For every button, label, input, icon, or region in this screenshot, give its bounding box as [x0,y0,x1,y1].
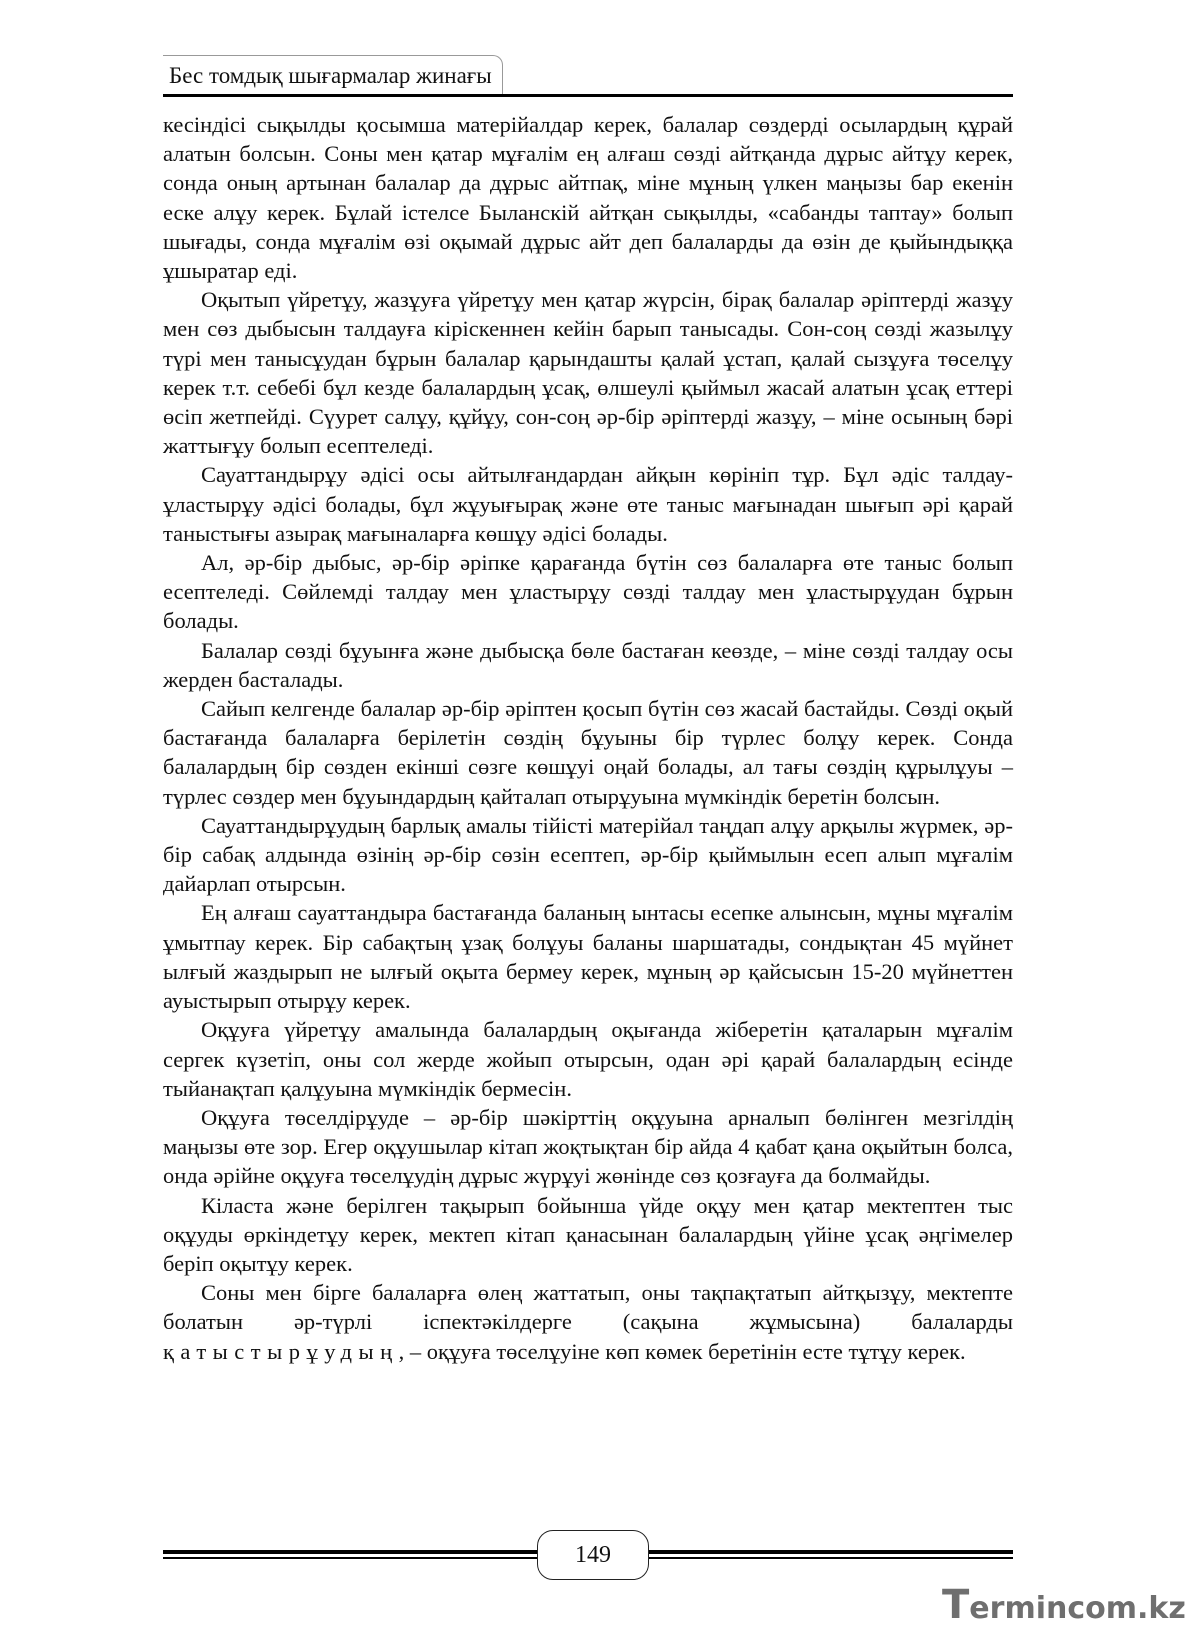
paragraph-text: , – оқұуға төселұуіне көп көмек беретінін есте тұтұу керек. [398,1338,966,1364]
watermark-letter: T [942,1582,970,1628]
paragraph-text: Соны мен бірге балаларға өлең жаттатып, оны тақпақтатып айтқызұу, мектепте болатын әр-түрлі іспектәкілдерге (сақына жұмысына) балаларды [163,1280,1013,1335]
paragraph: Сауаттандырұу әдісі осы айтылғандардан айқын көрініп тұр. Бұл әдіс талдау-ұластырұу әдісі болады, бұл жұуығырақ және өте таныс мағынадан шығып әрі қарай таныстығы азырақ мағыналарға көшұу әдісі болады. [163,462,1013,546]
footer-rule-right [643,1550,1013,1560]
paragraph: Ең алғаш сауаттандыра бастағанда баланың ынтасы есепке алынсын, мұны мұғалім ұмытпау керек. Бір сабақтың ұзақ болұуы баланы шаршатады, сондықтан 45 мүйнет ылғый жаздырып не ылғый оқыта бермеу керек, мұның әр қайсысын 15-20 мүйнеттен ауыстырып отырұу керек. [163,900,1013,1014]
page-footer [163,1528,1013,1588]
paragraph: Сайып келгенде балалар әр-бір әріптен қосып бүтін сөз жасай бастайды. Сөзді оқый бастағанда балаларға берілетін сөздің бұуыны бір түрлес болұу керек. Сонда балалардың бір сөзден екінші сөзге көшұуі оңай болады, ал тағы сөздің құрылұуы – түрлес сөздер мен бұуындардың қайталап отырұуына мүмкіндік беретін болсын. [163,696,1013,809]
watermark-text: ermincom.kz [969,1591,1186,1626]
paragraph: кесіндісі сықылды қосымша матерійалдар керек, балалар сөздерді осылардың құрай алатын болсын. Соны мен қатар мұғалім ең алғаш сөзді айтқанда дұрыс айтұу керек, сонда оның артынан балалар да дұрыс айтпақ, міне мұның үлкен маңызы бар екенін еске алұу керек. Бұлай істелсе Быланскій айтқан сықылды, «сабанды таптау» болып шығады, сонда мұғалім өзі оқымай дұрыс айт деп балаларды да өзін де қыйындыққа ұшыратар еді. [163,112,1013,284]
running-header [163,55,1013,95]
paragraph: Кіласта және берілген тақырып бойынша үйде оқұу мен қатар мектептен тыс оқұуды өркіндетұу керек, мектеп кітап қанасынан балалардың үйіне ұсақ әңгімелер беріп оқытұу керек. [163,1192,1013,1276]
site-watermark [942,1582,1186,1628]
book-title: Бес томдық шығармалар жинағы [163,55,503,94]
page-number: 149 [537,1530,649,1580]
paragraph: Сауаттандырұудың барлық амалы тійісті матерійал таңдап алұу арқылы жүрмек, әр-бір сабақ алдында өзінің әр-бір сөзін есептеп, әр-бір қыймылын есеп алып мұғалім дайарлап отырсын. [163,812,1013,897]
spaced-word: қатыстырұудың [163,1338,399,1364]
paragraph: Балалар сөзді бұуынға және дыбысқа бөле бастаған кеөзде, – міне сөзді талдау осы жерден басталады. [163,637,1013,692]
paragraph: Оқұуға төселдірұуде – әр-бір шәкірттің оқұуына арналып бөлінген мезгілдің маңызы өте зор. Егер оқұушылар кітап жоқтықтан бір айда 4 қабат қана оқыйтын болса, онда әрійне оқұуға төселұудің дұрыс жүрұуі жөнінде сөз қозғауға да болмайды. [163,1104,1013,1189]
paragraph-last [163,1278,1013,1366]
page-body [163,110,1013,1366]
header-rule [163,94,1013,97]
footer-rule-left [163,1550,543,1560]
paragraph: Оқытып үйретұу, жазұуға үйретұу мен қатар жүрсін, бірақ балалар әріптерді жазұу мен сөз дыбысын талдауға кірiскеннен кейін барып таныcады. Сон-соң сөзді жазылұу түрі мен танысұудан бұрын балалар қарындашты қалай ұстап, қалай сызұуға төселұу керек т.т. себебі бұл кезде балалардың ұсақ, өлшеулі қыймыл жасай алатын ұсақ еттері өсіп жетпейді. Сүурет салұу, құйұу, сон-соң әр-бір әріптерді жазұу, – міне осының бәрі жаттығұу болып есептеледі. [163,287,1013,459]
paragraph: Оқұуға үйретұу амалында балалардың оқығанда жіберетін қаталарын мұғалім сергек күзетіп, оны сол жерде жойып отырсын, одан әрі қарай балалардың есінде тыйанақтап қалұуына мүмкіндік бермесін. [163,1017,1013,1101]
paragraph: Ал, әр-бір дыбыс, әр-бір әріпке қарағанда бүтін сөз балаларға өте таныс болып есептеледі. Сөйлемді талдау мен ұластырұу сөзді талдау мен ұластырұудан бұрын болады. [163,550,1013,634]
